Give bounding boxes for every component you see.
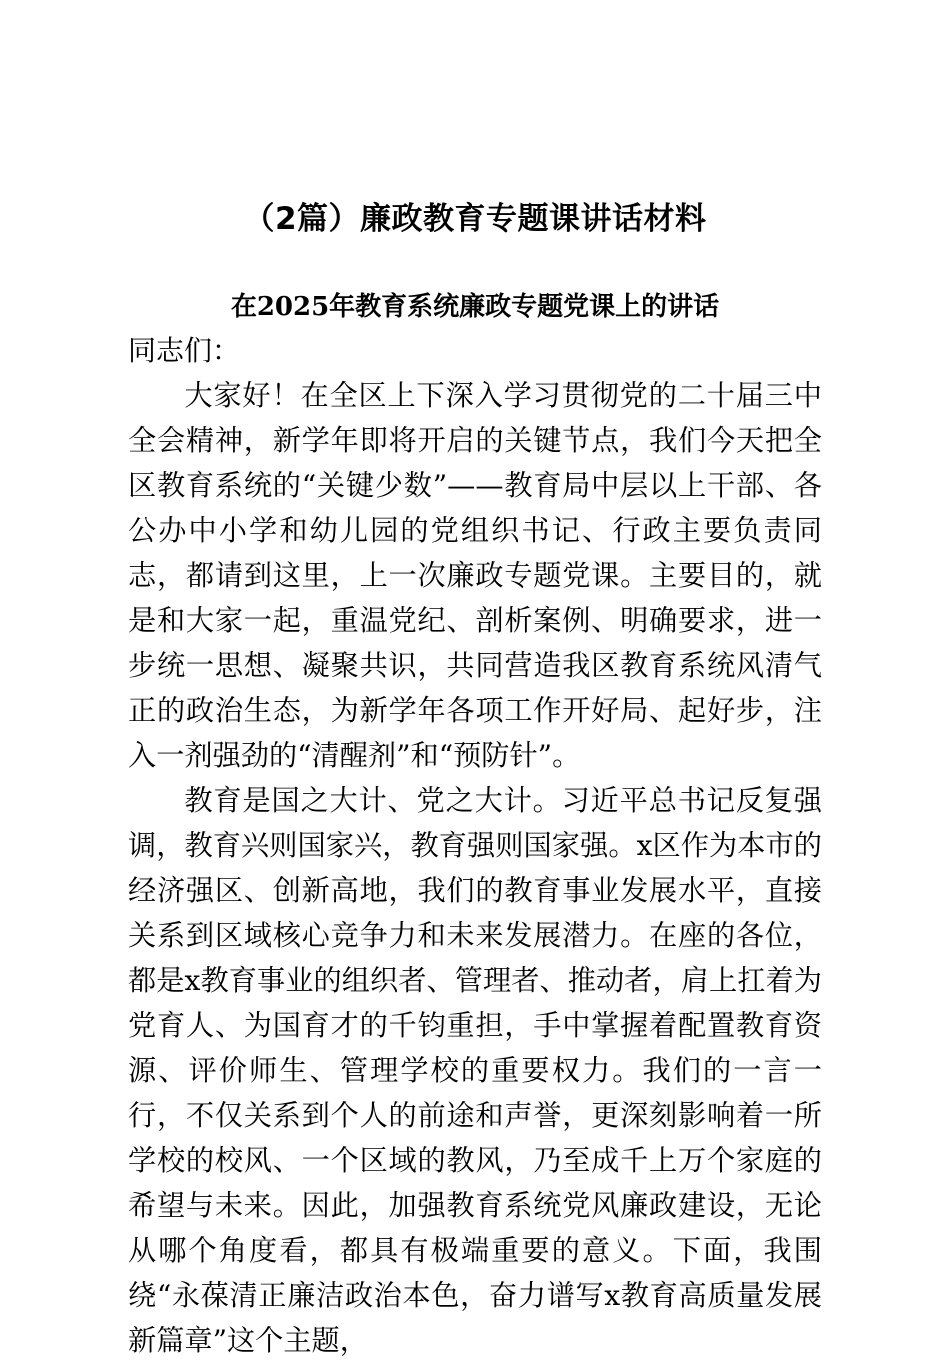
title-subtitle-gap	[128, 242, 822, 286]
body-paragraph-2: 教育是国之大计、党之大计。习近平总书记反复强调，教育兴则国家兴，教育强则国家强。x区作为本市的经济强区、创新高地，我们的教育事业发展水平，直接关系到区域核心竞争力和未来发展潜力。在座的各位，都是x教育事业的组织者、管理者、推动者，肩上扛着为党育人、为国育才的千钧重担，手中掌握着配置教育资源、评价师生、管理学校的重要权力。我们的一言一行，不仅关系到个人的前途和声誉，更深刻影响着一所学校的校风、一个区域的教风，乃至成千上万个家庭的希望与未来。因此，加强教育系统党风廉政建设，无论从哪个角度看，都具有极端重要的意义。下面，我围绕“永葆清正廉洁政治本色，奋力谱写x教育高质量发展新篇章”这个主题，	[128, 784, 822, 1357]
document-content	[128, 0, 822, 1363]
document-subtitle: 在2025年教育系统廉政专题党课上的讲话	[230, 292, 720, 322]
body-paragraph-1: 大家好！在全区上下深入学习贯彻党的二十届三中全会精神，新学年即将开启的关键节点，我们今天把全区教育系统的“关键少数”——教育局中层以上干部、各公办中小学和幼儿园的党组织书记、行政主要负责同志，都请到这里，上一次廉政专题党课。主要目的，就是和大家一起，重温党纪、剖析案例、明确要求，进一步统一思想、凝聚共识，共同营造我区教育系统风清气正的政治生态，为新学年各项工作开好局、起好步，注入一剂强劲的“清醒剂”和“预防针”。	[128, 379, 822, 772]
top-margin-spacer	[128, 0, 822, 196]
document-title: （2篇）廉政教育专题课讲话材料	[243, 201, 707, 237]
salutation-line: 同志们：	[128, 334, 241, 367]
